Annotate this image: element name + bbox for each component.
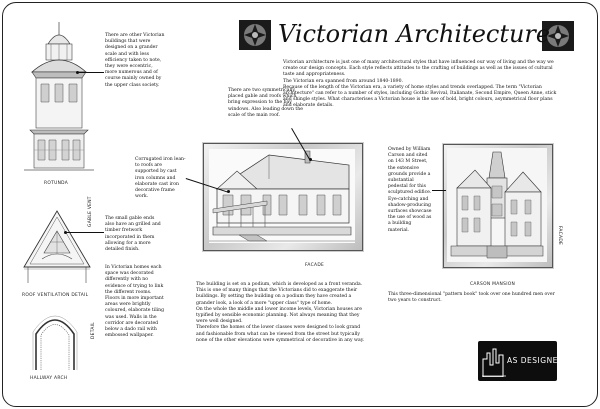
- gable-vent-note: The small gable ends also have an grilled and timber fretwork incorporated in them allowing for a more detailed finish.: [105, 216, 161, 253]
- leader-dot: [227, 190, 230, 193]
- facade-caption: FACADE: [305, 263, 325, 268]
- rotunda-note: There are other Victorian buildings that were designed on a grander scale and with less efficiency taken to note, they were eccentric, more numerous and of course mainly owned by the upper class society.: [105, 33, 165, 88]
- leader-line: [66, 232, 104, 233]
- roof-ventilation-sketch: [20, 207, 94, 286]
- as-designed-logo: [478, 341, 565, 381]
- carson-note: Owned by William Carson and sited on 143 M Street, the extensive grounds provide a substantial pedestal for this sculptured edifice. Eye-catching and shadow-producing surfaces showcase the use of wood as a building material.: [388, 147, 432, 233]
- intro-text: Victorian architecture is just one of many architectural styles that have influenced our way of living and the way we create our design concepts. Each style reflects attitudes to the crafting of buildings as well as the issues of cultural taste and appropriateness. The Victorian era spanned from around 1840-1890. Because of the length of the Victorian era, a variety of home styles and trends overlapped. The term "Victorian architecture" can refer to a number of styles, including Gothic Revival, Italianate, Second Empire, Queen Anne, stick and shingle styles. What characterises a Victorian house is the use of bold, bright colours, asymmetrical floor plans and elaborate details.: [283, 60, 557, 109]
- interiors-note: In Victorian homes each space was decorated differently with no evidence of trying to link the different rooms. Floors in more important areas were brightly coloured, elaborate tiling was used. Walls in the corridor are decorated below a dado rail with embossed wallpaper.: [105, 265, 165, 339]
- skyline-icon: [482, 345, 506, 377]
- carson-mansion-sketch: [447, 148, 547, 262]
- leader-line: [432, 190, 446, 191]
- leader-dot: [76, 71, 79, 74]
- leader-line: [78, 72, 104, 73]
- hallway-arch-sketch: [30, 308, 80, 372]
- gables-note: There are two symmetrically placed gable and roofs which bring expression to the bay windows. Also leading down the scale of the main roof.: [228, 88, 303, 118]
- podium-text: The building is set on a podium, which is developed as a front veranda. This is one of many things that the Victorians did to exaggerate their buildings. By setting the building on a podium they have created a grander look, a look of a more "upper class" type of home. On the whole the middle and lower income levels, Victorian houses are typified by sensible economic planning. Not always meaning that they were well designed. Therefore the homes of the lower classes were designed to look grand and fashionable from what can be viewed from the street but typically none of the other elevations were symmetrical or decorative in any way.: [196, 282, 365, 343]
- carson-caption: CARSON MANSION: [470, 282, 516, 287]
- leader-dot: [309, 158, 312, 161]
- badge-text: AS DESIGNED: [507, 356, 565, 365]
- iron-note: Corrugated iron lean-to roofs are supported by cast iron columns and elaborate cast iron decorative frame work.: [135, 157, 186, 200]
- rotunda-caption: ROTUNDA: [44, 181, 69, 186]
- leader-dot: [64, 231, 67, 234]
- roof-vent-caption: ROOF VENTILATION DETAIL: [22, 293, 89, 298]
- gable-vent-vertical-caption: GABLE VENT: [88, 196, 93, 227]
- hallway-caption: HALLWAY ARCH: [30, 376, 68, 381]
- ornament-left-tile: [239, 20, 271, 50]
- main-house-sketch: [209, 149, 355, 243]
- page-title: Victorian Architecture: [278, 20, 551, 48]
- hallway-vertical-caption: DETAIL: [91, 321, 96, 339]
- carson-vertical-caption: FACADE: [557, 226, 562, 246]
- rotunda-sketch: [20, 18, 98, 176]
- carson-more-note: This three-dimensional "pattern book" took over one hundred men over two years to construct.: [388, 292, 555, 304]
